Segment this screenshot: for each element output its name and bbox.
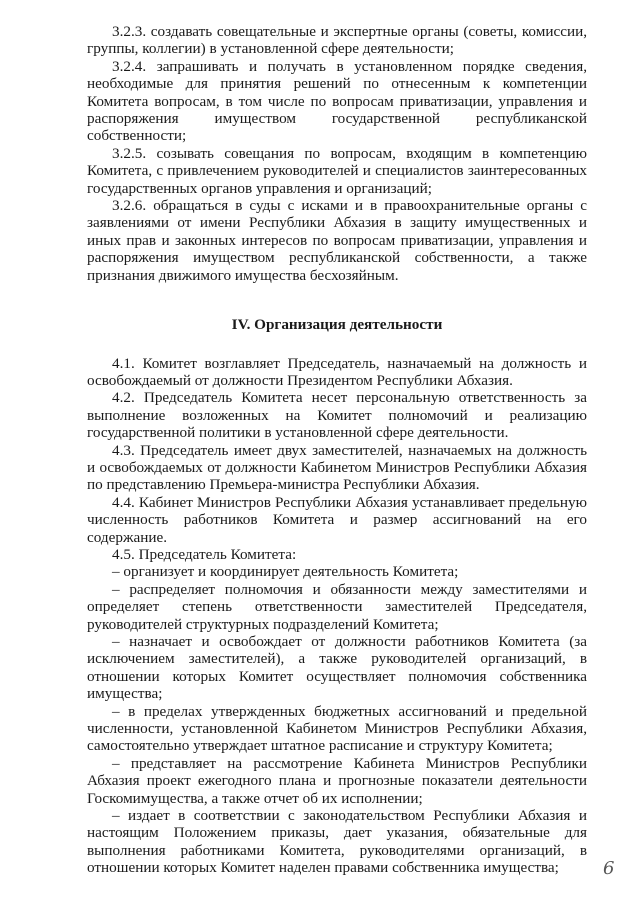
paragraph-4-4: 4.4. Кабинет Министров Республики Абхазия устанавливает предельную численность работников Комитета и размер ассигнований на его содержание. bbox=[87, 493, 587, 546]
page-number: 6 bbox=[603, 858, 615, 879]
duty-item: – издает в соответствии с законодательством Республики Абхазия и настоящим Положением приказы, дает указания, обязательные для выполнения работниками Комитета, руководителями организаций, в отношении которых Комитет наделен правами собственника имущества; bbox=[87, 807, 587, 877]
paragraph-3-2-3: 3.2.3. создавать совещательные и экспертные органы (советы, комиссии, группы, коллегии) в установленной сфере деятельности; bbox=[87, 23, 587, 58]
paragraph-4-3: 4.3. Председатель имеет двух заместителей, назначаемых на должность и освобождаемых от должности Кабинетом Министров Республики Абхазия по представлению Премьера-министра Республики Абхазия. bbox=[87, 441, 587, 494]
duty-item: – представляет на рассмотрение Кабинета Министров Республики Абхазия проект ежегодного плана и прогнозные показатели деятельности Госкомимущества, а также отчет об их исполнении; bbox=[87, 754, 587, 807]
paragraph-4-1: 4.1. Комитет возглавляет Председатель, назначаемый на должность и освобождаемый от должности Президентом Республики Абхазия. bbox=[87, 354, 587, 389]
section-heading: IV. Организация деятельности bbox=[231, 316, 443, 334]
document-page bbox=[87, 23, 587, 877]
paragraph-4-5: 4.5. Председатель Комитета: bbox=[112, 545, 297, 563]
duty-item: – распределяет полномочия и обязанности между заместителями и определяет степень ответственности заместителей Председателя, руководителей структурных подразделений Комитета; bbox=[87, 580, 587, 633]
duty-item: – в пределах утвержденных бюджетных ассигнований и предельной численности, установленной Кабинетом Министров Республики Абхазия, самостоятельно утверждает штатное расписание и структуру Комитета; bbox=[87, 702, 587, 755]
paragraph-3-2-4: 3.2.4. запрашивать и получать в установленном порядке сведения, необходимые для принятия решений по отнесенным к компетенции Комитета вопросам, в том числе по вопросам приватизации, управления и распоряжения имуществом государственной республиканской собственности; bbox=[87, 57, 587, 145]
spacer bbox=[87, 284, 587, 316]
paragraph-3-2-6: 3.2.6. обращаться в суды с исками и в правоохранительные органы с заявлениями от имени Республики Абхазия в защиту имущественных и иных прав и законных интересов по вопросам приватизации, управления и распоряжения имуществом республиканской собственности, а также признания движимого имущества бесхозяйным. bbox=[87, 197, 587, 284]
duty-item: – организует и координирует деятельность Комитета; bbox=[112, 563, 459, 581]
spacer bbox=[87, 334, 587, 355]
paragraph-3-2-5: 3.2.5. созывать совещания по вопросам, входящим в компетенцию Комитета, с привлечением руководителей и специалистов заинтересованных государственных органов управления и организаций; bbox=[87, 144, 587, 197]
duty-item: – назначает и освобождает от должности работников Комитета (за исключением заместителей), а также руководителей организаций, в отношении которых Комитет осуществляет полномочия собственника имущества; bbox=[87, 633, 587, 703]
paragraph-4-2: 4.2. Председатель Комитета несет персональную ответственность за выполнение возложенных на Комитет полномочий и реализацию государственной политики в установленной сфере деятельности. bbox=[87, 389, 587, 442]
